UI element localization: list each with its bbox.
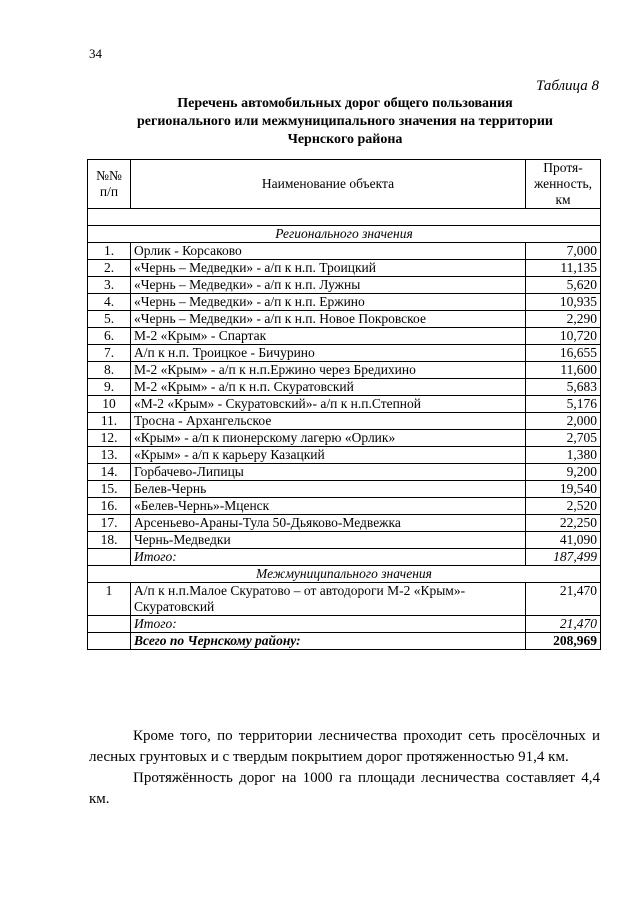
row-num: 2. <box>88 260 131 277</box>
row-num: 16. <box>88 498 131 515</box>
row-name: «Чернь – Медведки» - а/п к н.п. Ержино <box>131 294 526 311</box>
row-name: А/п к н.п.Малое Скуратово – от автодороги М-2 «Крым»- Скуратовский <box>131 583 526 616</box>
table-heading <box>90 95 600 149</box>
row-num: 7. <box>88 345 131 362</box>
row-num: 1. <box>88 243 131 260</box>
row-length: 2,520 <box>526 498 601 515</box>
row-length: 10,720 <box>526 328 601 345</box>
table-row <box>88 345 601 362</box>
row-name: А/п к н.п. Троицкое - Бичурино <box>131 345 526 362</box>
row-length: 16,655 <box>526 345 601 362</box>
table-row <box>88 396 601 413</box>
section-regional: Регионального значения <box>88 226 601 243</box>
row-name: «Крым» - а/п к пионерскому лагерю «Орлик» <box>131 430 526 447</box>
row-name: Орлик - Корсаково <box>131 243 526 260</box>
row-length: 7,000 <box>526 243 601 260</box>
row-num: 17. <box>88 515 131 532</box>
row-length: 11,135 <box>526 260 601 277</box>
municipal-total-row <box>88 616 601 633</box>
row-length: 10,935 <box>526 294 601 311</box>
row-num: 10 <box>88 396 131 413</box>
table-row <box>88 515 601 532</box>
row-num: 6. <box>88 328 131 345</box>
header-num: №№ п/п <box>88 160 131 209</box>
grand-total-label: Всего по Чернскому району: <box>131 633 526 650</box>
row-num: 15. <box>88 481 131 498</box>
row-num: 5. <box>88 311 131 328</box>
row-name: «Чернь – Медведки» - а/п к н.п. Новое Покровское <box>131 311 526 328</box>
section-regional-row <box>88 226 601 243</box>
row-length: 19,540 <box>526 481 601 498</box>
row-num: 18. <box>88 532 131 549</box>
table-row <box>88 430 601 447</box>
total-num-empty <box>88 616 131 633</box>
table-row <box>88 328 601 345</box>
row-length: 22,250 <box>526 515 601 532</box>
regional-total-label: Итого: <box>131 549 526 566</box>
row-name: «Чернь – Медведки» - а/п к н.п. Троицкий <box>131 260 526 277</box>
header-name: Наименование объекта <box>131 160 526 209</box>
row-length: 9,200 <box>526 464 601 481</box>
table-header-row <box>88 160 601 209</box>
row-num: 14. <box>88 464 131 481</box>
table-row <box>88 498 601 515</box>
row-length: 41,090 <box>526 532 601 549</box>
table-row <box>88 464 601 481</box>
row-length: 5,683 <box>526 379 601 396</box>
row-name: «Крым» - а/п к карьеру Казацкий <box>131 447 526 464</box>
row-name: М-2 «Крым» - Спартак <box>131 328 526 345</box>
row-name: «М-2 «Крым» - Скуратовский»- а/п к н.п.Степной <box>131 396 526 413</box>
roads-table <box>87 159 601 650</box>
row-name: Тросна - Архангельское <box>131 413 526 430</box>
grand-total-row <box>88 633 601 650</box>
municipal-total-label: Итого: <box>131 616 526 633</box>
table-row <box>88 277 601 294</box>
heading-line-3: Чернского района <box>287 132 403 147</box>
heading-line-2: регионального или межмуниципального значения на территории <box>136 114 553 129</box>
table-row <box>88 311 601 328</box>
table-row <box>88 532 601 549</box>
row-length: 21,470 <box>526 583 601 616</box>
row-length: 5,620 <box>526 277 601 294</box>
row-length: 2,000 <box>526 413 601 430</box>
section-municipal-row <box>88 566 601 583</box>
row-num: 11. <box>88 413 131 430</box>
row-num: 9. <box>88 379 131 396</box>
row-num: 1 <box>88 583 131 616</box>
row-num: 12. <box>88 430 131 447</box>
page-number: 34 <box>89 46 102 61</box>
table-row <box>88 260 601 277</box>
row-name: «Чернь – Медведки» - а/п к н.п. Лужны <box>131 277 526 294</box>
table-caption: Таблица 8 <box>536 78 599 94</box>
table-row <box>88 583 601 616</box>
row-length: 2,290 <box>526 311 601 328</box>
row-length: 5,176 <box>526 396 601 413</box>
row-length: 2,705 <box>526 430 601 447</box>
table-row <box>88 481 601 498</box>
total-num-empty <box>88 549 131 566</box>
row-name: М-2 «Крым» - а/п к н.п. Скуратовский <box>131 379 526 396</box>
spacer-row <box>88 209 601 226</box>
section-municipal: Межмуниципального значения <box>88 566 601 583</box>
row-num: 3. <box>88 277 131 294</box>
total-num-empty <box>88 633 131 650</box>
row-name: «Белев-Чернь»-Мценск <box>131 498 526 515</box>
row-length: 11,600 <box>526 362 601 379</box>
row-name: Горбачево-Липицы <box>131 464 526 481</box>
row-length: 1,380 <box>526 447 601 464</box>
municipal-total-value: 21,470 <box>526 616 601 633</box>
row-name: Чернь-Медведки <box>131 532 526 549</box>
row-num: 4. <box>88 294 131 311</box>
table-row <box>88 362 601 379</box>
table-row <box>88 243 601 260</box>
paragraph-1: Кроме того, по территории лесничества проходит сеть просёлочных и лесных грунтовых и с твердым покрытием дорог протяженностью 91,4 км. <box>89 728 600 765</box>
table-row <box>88 413 601 430</box>
header-length: Протя- женность, км <box>526 160 601 209</box>
table-row <box>88 379 601 396</box>
table-row <box>88 294 601 311</box>
table-body <box>88 209 601 650</box>
row-num: 8. <box>88 362 131 379</box>
row-num: 13. <box>88 447 131 464</box>
row-name: Арсеньево-Араны-Тула 50-Дьяково-Медвежка <box>131 515 526 532</box>
grand-total-value: 208,969 <box>526 633 601 650</box>
row-name: М-2 «Крым» - а/п к н.п.Ержино через Бредихино <box>131 362 526 379</box>
table-row <box>88 447 601 464</box>
regional-total-row <box>88 549 601 566</box>
heading-line-1: Перечень автомобильных дорог общего пользования <box>177 96 513 111</box>
body-text <box>89 726 600 810</box>
regional-total-value: 187,499 <box>526 549 601 566</box>
paragraph-2: Протяжённость дорог на 1000 га площади лесничества составляет 4,4 км. <box>89 770 600 807</box>
row-name: Белев-Чернь <box>131 481 526 498</box>
